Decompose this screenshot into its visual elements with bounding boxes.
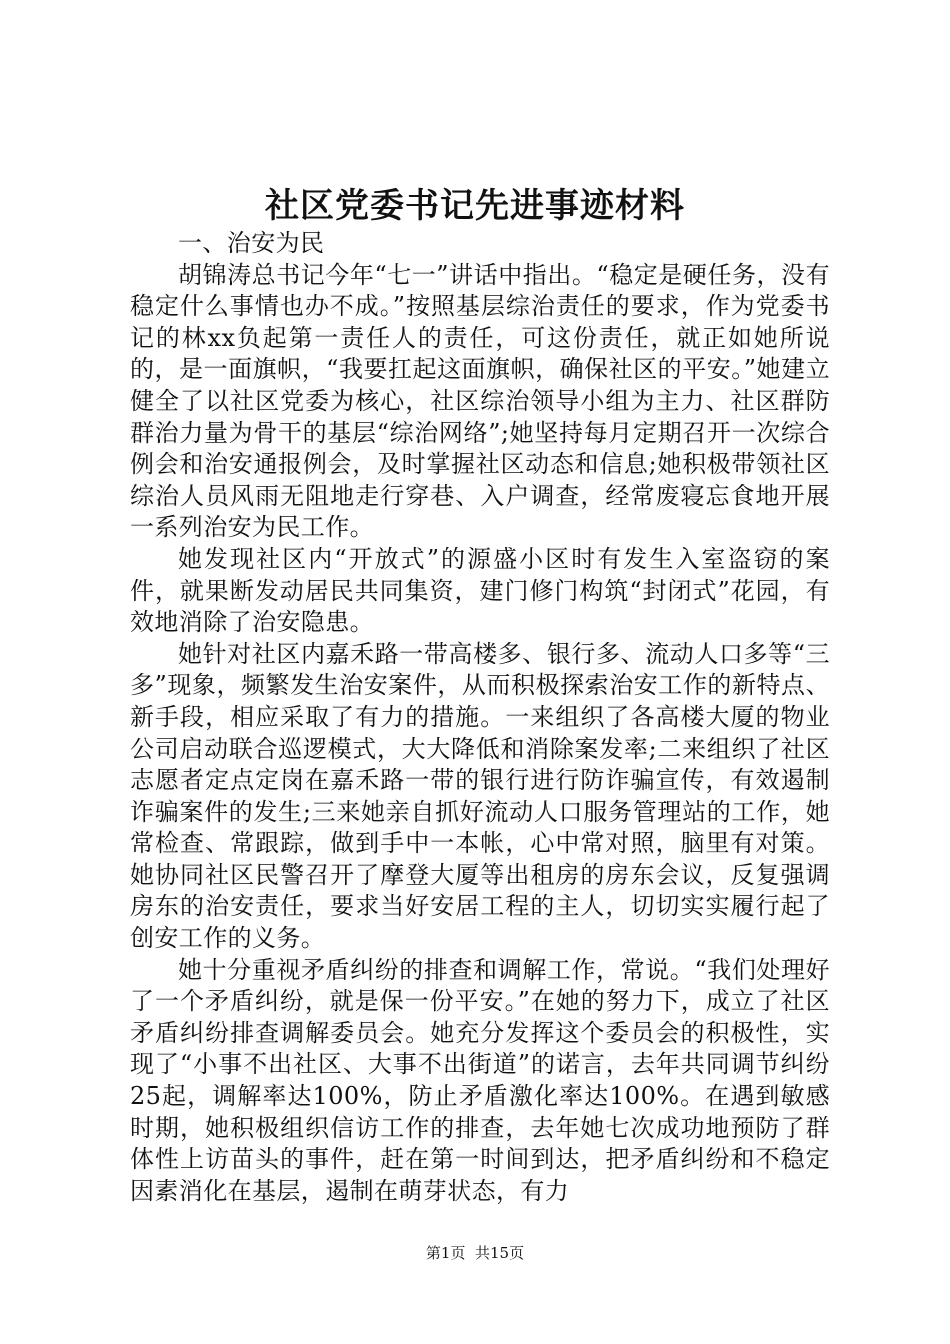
document-title: 社区党委书记先进事迹材料 xyxy=(265,186,685,226)
page-number: 第1页 共15页 xyxy=(425,1244,525,1262)
section-heading: 一、治安为民 xyxy=(178,229,325,257)
page-footer xyxy=(0,1243,950,1263)
paragraph: 胡锦涛总书记今年“七一”讲话中指出。“稳定是硬任务，没有稳定什么事情也办不成。”按照基层综治责任的要求，作为党委书记的林xx负起第一责任人的责任，可这份责任，就正如她所说的，是一面旗帜，“我要扛起这面旗帜，确保社区的平安。”她建立健全了以社区党委为核心，社区综治领导小组为主力、社区群防群治力量为骨干的基层“综治网络”;她坚持每月定期召开一次综合例会和治安通报例会，及时掌握社区动态和信息;她积极带领社区综治人员风雨无阻地走行穿巷、入户调查，经常废寝忘食地开展一系列治安为民工作。 xyxy=(130,260,830,542)
document-body xyxy=(130,228,830,1207)
paragraph: 她发现社区内“开放式”的源盛小区时有发生入室盗窃的案件，就果断发动居民共同集资，建门修门构筑“封闭式”花园，有效地消除了治安隐患。 xyxy=(130,544,830,637)
paragraph: 她针对社区内嘉禾路一带高楼多、银行多、流动人口多等“三多”现象，频繁发生治安案件，从而积极探索治安工作的新特点、新手段，相应采取了有力的措施。一来组织了各高楼大厦的物业公司启动联合巡逻模式，大大降低和消除案发率;二来组织了社区志愿者定点定岗在嘉禾路一带的银行进行防诈骗宣传，有效遏制诈骗案件的发生;三来她亲自抓好流动人口服务管理站的工作，她常检查、常跟踪，做到手中一本帐，心中常对照，脑里有对策。她协同社区民警召开了摩登大厦等出租房的房东会议，反复强调房东的治安责任，要求当好安居工程的主人，切切实实履行起了创安工作的义务。 xyxy=(130,639,830,953)
paragraph: 她十分重视矛盾纠纷的排查和调解工作，常说。“我们处理好了一个矛盾纠纷，就是保一份平安。”在她的努力下，成立了社区矛盾纠纷排查调解委员会。她充分发挥这个委员会的积极性，实现了“小事不出社区、大事不出街道”的诺言，去年共同调节纠纷25起，调解率达100%，防止矛盾激化率达100%。在遇到敏感时期，她积极组织信访工作的排查，去年她七次成功地预防了群体性上访苗头的事件，赶在第一时间到达，把矛盾纠纷和不稳定因素消化在基层，遏制在萌芽状态，有力 xyxy=(130,955,830,1205)
